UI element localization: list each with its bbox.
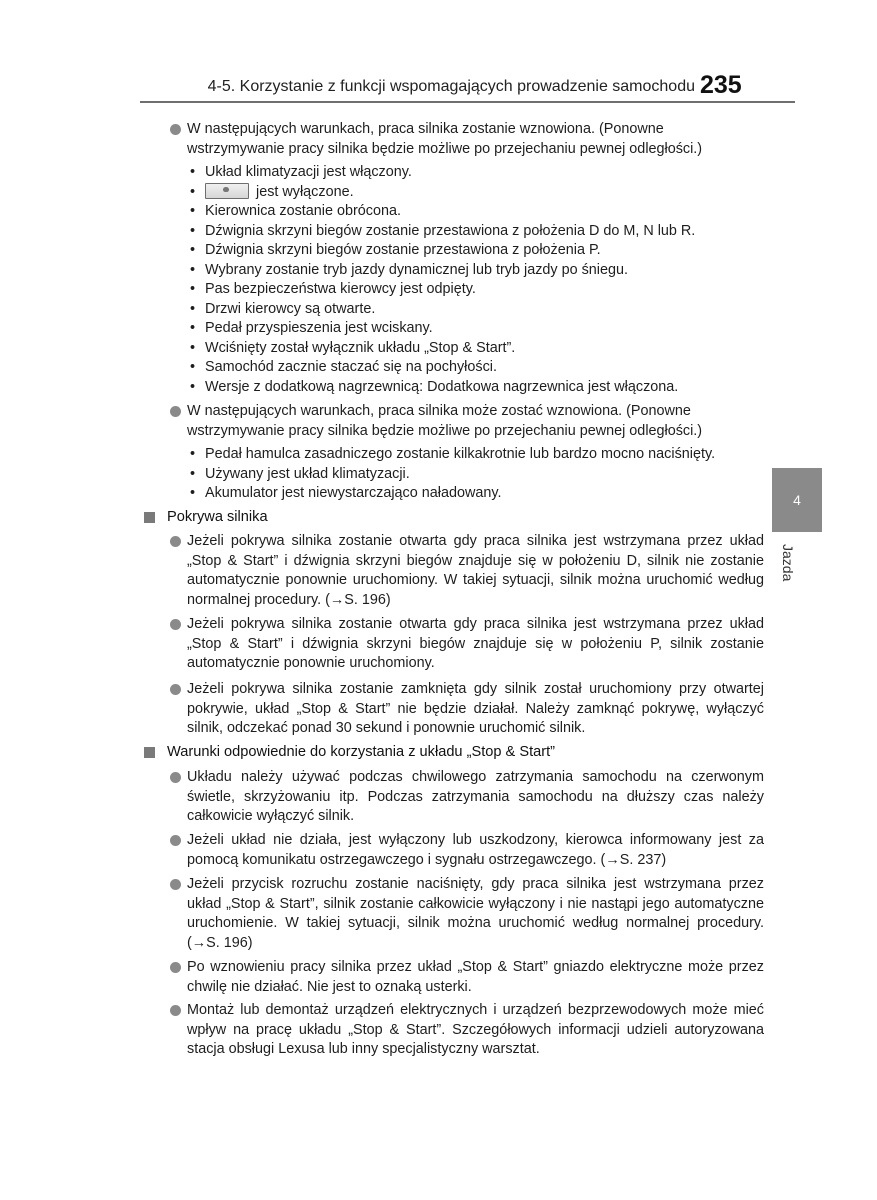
list-item: • jest wyłączone.: [190, 183, 354, 200]
list-item: • Pedał hamulca zasadniczego zostanie kilkakrotnie lub bardzo mocno naciśnięty.: [190, 446, 716, 462]
conditions-paragraph-2: Jeżeli układ nie działa, jest wyłączony lub uszkodzony, kierowca informowany jest za pomocą komunikatu ostrzegawczego i sygnału ostrzegawczego. (→S. 237): [187, 831, 764, 870]
list-item: • Drzwi kierowcy są otwarte.: [190, 300, 376, 317]
bullet-dot: [170, 124, 181, 135]
intro-paragraph-2: [187, 402, 767, 441]
header-divider: [140, 101, 795, 103]
list-item: • Pedał przyspieszenia jest wciskany.: [190, 320, 433, 336]
intro-1-line-1: W następujących warunkach, praca silnika zostanie wznowiona. (Ponowne: [187, 121, 664, 137]
section-header-title: 4-5. Korzystanie z funkcji wspomagających prowadzenie samochodu: [207, 78, 695, 95]
bullet-dot: [170, 772, 181, 783]
bullet-dot: [170, 879, 181, 890]
section-heading-conditions: Warunki odpowiednie do korzystania z układu „Stop & Start”: [167, 743, 555, 763]
list-item: • Używany jest układ klimatyzacji.: [190, 465, 410, 482]
bullet-dot: [170, 406, 181, 417]
bullet-dot: [170, 684, 181, 695]
conditions-paragraph-4: Po wznowieniu pracy silnika przez układ „Stop & Start” gniazdo elektryczne może przez chwilę nie działać. Nie jest to oznaką usterki.: [187, 958, 764, 997]
bullet-dot: [170, 835, 181, 846]
stop-start-switch-icon: [205, 183, 249, 199]
conditions-paragraph-5: Montaż lub demontaż urządzeń elektrycznych i urządzeń bezprzewodowych może mieć wpływ na pracę układu „Stop & Start”. Szczegółowych informacji udzieli autoryzowana stacja obsługi Lexusa lub inny specjalistyczny warsztat.: [187, 1001, 764, 1060]
intro-2-line-2: wstrzymywanie pracy silnika będzie możliwe po przejechaniu pewnej odległości.): [187, 422, 703, 439]
intro-paragraph-1: [187, 120, 767, 159]
list-item: • Dźwignia skrzyni biegów zostanie przestawiona z położenia D do M, N lub R.: [190, 222, 696, 239]
intro-2-line-1: W następujących warunkach, praca silnika może zostać wznowiona. (Ponowne: [187, 403, 691, 419]
list-item: • Kierownica zostanie obrócona.: [190, 203, 401, 219]
section-marker-icon: [144, 747, 155, 758]
list-item: • Wybrany zostanie tryb jazdy dynamicznej lub tryb jazdy po śniegu.: [190, 261, 628, 278]
list-item: • Akumulator jest niewystarczająco naładowany.: [190, 485, 502, 501]
conditions-paragraph-1: Układu należy używać podczas chwilowego zatrzymania samochodu na czerwonym świetle, skrzyżowaniu itp. Podczas zatrzymania samochodu na dłuższy czas należy całkowicie wyłączyć silnik.: [187, 768, 764, 827]
section-marker-icon: [144, 512, 155, 523]
engine-hood-paragraph-2: Jeżeli pokrywa silnika zostanie otwarta gdy praca silnika jest wstrzymana przez układ „Stop & Start” i dźwignia skrzyni biegów znajduje się w położeniu P, silnik zostanie automatycznie ponownie uruchomiony.: [187, 615, 764, 674]
engine-hood-paragraph-3: Jeżeli pokrywa silnika zostanie zamknięta gdy silnik został uruchomiony przy otwartej pokrywie, układ „Stop & Start” nie będzie działał. Należy zamknąć pokrywę, wyłączyć silnik, odczekać ponad 30 sekund i ponownie uruchomić silnik.: [187, 680, 764, 739]
section-heading-engine-hood: Pokrywa silnika: [167, 508, 268, 528]
bullet-dot: [170, 619, 181, 630]
chapter-label: Jazda: [780, 544, 796, 582]
bullet-dot: [170, 536, 181, 547]
list-item: • Wciśnięty został wyłącznik układu „Stop & Start”.: [190, 339, 516, 356]
list-item: • Wersje z dodatkową nagrzewnicą: Dodatkowa nagrzewnica jest włączona.: [190, 378, 679, 395]
chapter-tab: [772, 468, 822, 532]
chapter-number: 4: [793, 492, 801, 508]
list-item: • Układ klimatyzacji jest włączony.: [190, 164, 412, 180]
page-number: 235: [700, 71, 742, 99]
bullet-dot: [170, 1005, 181, 1016]
engine-hood-paragraph-1: Jeżeli pokrywa silnika zostanie otwarta gdy praca silnika jest wstrzymana przez układ „Stop & Start” i dźwignia skrzyni biegów znajduje się w położeniu D, silnik nie zostanie automatycznie ponownie uruchomiony. W takiej sytuacji, silnik można uruchomić według normalnej procedury. (→S. 196): [187, 532, 764, 610]
bullet-dot: [170, 962, 181, 973]
list-item: • Pas bezpieczeństwa kierowcy jest odpięty.: [190, 281, 476, 297]
intro-1-line-2: wstrzymywanie pracy silnika będzie możliwe po przejechaniu pewnej odległości.): [187, 140, 703, 157]
conditions-paragraph-3: Jeżeli przycisk rozruchu zostanie naciśnięty, gdy praca silnika jest wstrzymana przez układ „Stop & Start”, silnik zostanie całkowicie wyłączony i nie nastąpi jego automatyczne uruchomienie. W takiej sytuacji, silnik można uruchomić według normalnej procedury. (→S. 196): [187, 875, 764, 953]
list-item: • Dźwignia skrzyni biegów zostanie przestawiona z położenia P.: [190, 242, 601, 258]
list-item: • Samochód zacznie staczać się na pochyłości.: [190, 359, 497, 375]
